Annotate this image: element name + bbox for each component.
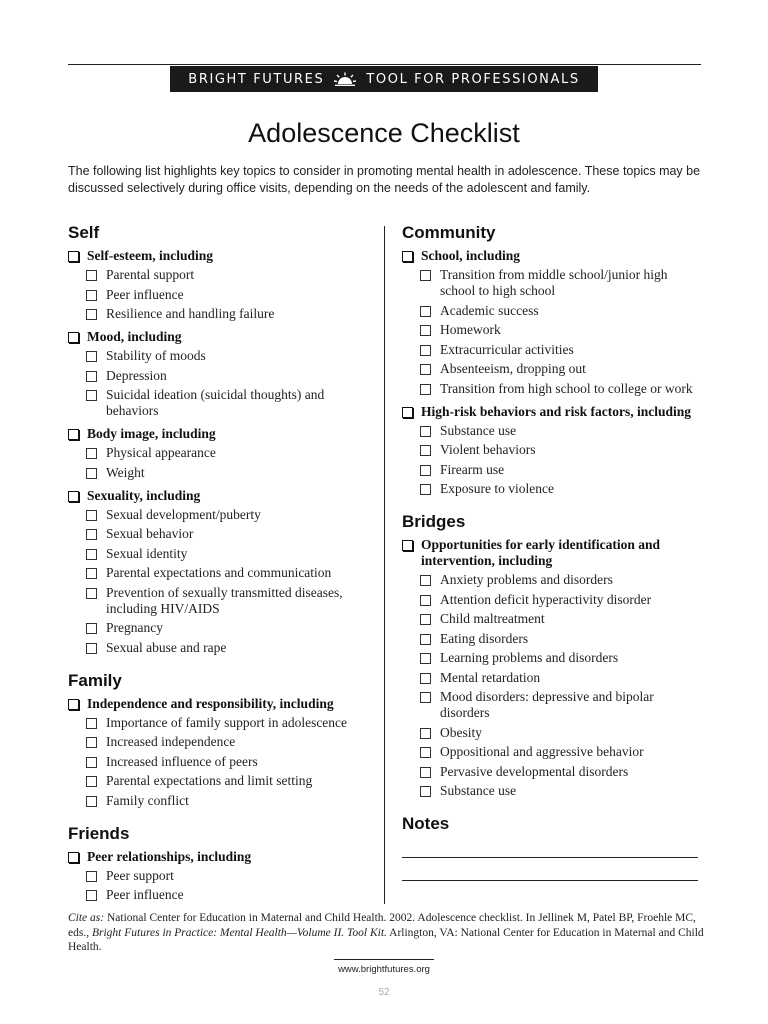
item-label: Peer influence	[106, 286, 184, 302]
checklist-items	[68, 507, 368, 656]
item-label: Mood disorders: depressive and bipolar disorders	[440, 689, 654, 720]
item-checkbox[interactable]	[86, 796, 97, 807]
item-checkbox[interactable]	[86, 371, 97, 382]
group-heading	[402, 404, 702, 420]
left-column	[68, 222, 368, 917]
top-rule	[68, 64, 701, 65]
page-title: Adolescence Checklist	[248, 118, 520, 148]
group-heading-text: School, including	[421, 248, 521, 263]
item-label: Learning problems and disorders	[440, 650, 619, 665]
checklist-item	[86, 868, 368, 884]
checklist-item	[420, 611, 702, 627]
footer-rule	[334, 959, 434, 960]
group-heading	[68, 849, 368, 865]
intro-text: The following list highlights key topics to consider in promoting mental health in adolescence. These topics may be discussed selectively during office visits, depending on the needs of the adolescent and family.	[68, 164, 701, 195]
item-label: Pervasive developmental disorders	[440, 763, 629, 779]
item-checkbox[interactable]	[86, 468, 97, 479]
citation-part1: National Center for Education in Maternal and Child Health. 2002. Adolescence checklist. In Jellinek M, Patel BP, Froehle MC, eds.,	[68, 912, 696, 939]
checklist-item	[420, 267, 702, 299]
notes-line[interactable]	[402, 857, 698, 858]
item-checkbox[interactable]	[420, 653, 431, 664]
checklist-item	[86, 546, 368, 562]
item-checkbox[interactable]	[86, 643, 97, 654]
item-label: Parental expectations and communication	[106, 565, 332, 580]
checklist-item	[420, 442, 702, 458]
item-checkbox[interactable]	[86, 737, 97, 748]
item-label: Firearm use	[440, 461, 505, 477]
item-label: Sexual abuse and rape	[106, 639, 227, 655]
item-checkbox[interactable]	[86, 510, 97, 521]
item-checkbox[interactable]	[86, 549, 97, 560]
checklist-item	[86, 306, 368, 322]
item-checkbox[interactable]	[420, 767, 431, 778]
item-label: Resilience and handling failure	[106, 306, 275, 321]
item-label: Eating disorders	[440, 630, 529, 646]
item-label: Academic success	[440, 302, 539, 318]
checklist-item	[86, 585, 368, 617]
item-checkbox[interactable]	[420, 465, 431, 476]
item-label: Stability of moods	[106, 348, 206, 363]
group-checkbox[interactable]	[68, 699, 79, 710]
checklist-item	[86, 368, 368, 384]
item-checkbox[interactable]	[420, 384, 431, 395]
item-label: Child maltreatment	[440, 611, 545, 626]
group-heading-text: Peer relationships, including	[87, 848, 252, 864]
notes-section	[402, 813, 702, 881]
checklist-item	[86, 267, 368, 283]
item-label: Family conflict	[106, 792, 189, 808]
group-heading-text: Body image, including	[87, 426, 216, 441]
item-checkbox[interactable]	[420, 728, 431, 739]
item-label: Pregnancy	[106, 620, 163, 635]
item-label: Transition from high school to college or work	[440, 380, 693, 396]
item-checkbox[interactable]	[86, 776, 97, 787]
checklist-item	[86, 507, 368, 523]
item-label: Oppositional and aggressive behavior	[440, 744, 644, 759]
banner-right-text: TOOL FOR PROFESSIONALS	[366, 71, 580, 87]
item-checkbox[interactable]	[86, 623, 97, 634]
group-heading-text: Sexuality, including	[87, 487, 201, 503]
item-label: Sexual identity	[106, 545, 188, 561]
checklist-group	[68, 248, 368, 322]
item-checkbox[interactable]	[420, 325, 431, 336]
item-checkbox[interactable]	[420, 634, 431, 645]
group-checkbox[interactable]	[68, 251, 79, 262]
citation	[68, 911, 708, 955]
checklist-items	[68, 267, 368, 322]
notes-title: Notes	[402, 814, 450, 833]
section-title: Family	[68, 670, 122, 690]
checklist-item	[86, 734, 368, 750]
item-label: Anxiety problems and disorders	[440, 572, 613, 587]
footer-url[interactable]: www.brightfutures.org	[338, 964, 430, 975]
item-label: Importance of family support in adolescence	[106, 714, 348, 730]
checklist-group	[402, 248, 702, 397]
checklist-item	[420, 783, 702, 799]
checklist-group	[68, 426, 368, 481]
checklist-item	[420, 764, 702, 780]
checklist-item	[86, 387, 368, 419]
item-checkbox[interactable]	[420, 673, 431, 684]
checklist-item	[420, 689, 702, 721]
item-label: Homework	[440, 322, 501, 337]
citation-part2: Arlington, VA: National Center for Education in Maternal and Child Health.	[68, 926, 704, 953]
section-family	[68, 670, 368, 809]
section-bridges	[402, 511, 702, 799]
group-heading	[68, 426, 368, 442]
group-heading-text: Opportunities for early identification and intervention, including	[421, 537, 661, 568]
checklist-items	[68, 868, 368, 904]
item-checkbox[interactable]	[86, 448, 97, 459]
checklist-item	[86, 640, 368, 656]
checklist-item	[420, 303, 702, 319]
checklist-item	[86, 348, 368, 364]
checklist-items	[402, 267, 702, 397]
item-checkbox[interactable]	[86, 568, 97, 579]
checklist-item	[420, 462, 702, 478]
item-checkbox[interactable]	[420, 747, 431, 758]
group-heading	[402, 537, 702, 569]
right-column	[402, 222, 702, 895]
section-title: Self	[68, 223, 100, 242]
section-title: Community	[402, 223, 496, 242]
item-label: Prevention of sexually transmitted diseases, including HIV/AIDS	[106, 584, 343, 616]
checklist-items	[68, 715, 368, 809]
banner-left-text: BRIGHT FUTURES	[188, 71, 325, 87]
checklist-item	[86, 565, 368, 581]
checklist-item	[86, 465, 368, 481]
item-checkbox[interactable]	[420, 270, 431, 281]
checklist-item	[420, 670, 702, 686]
item-checkbox[interactable]	[420, 445, 431, 456]
group-checkbox[interactable]	[402, 540, 413, 551]
section-self	[68, 222, 368, 656]
checklist-item	[420, 381, 702, 397]
group-heading	[68, 248, 368, 264]
item-label: Substance use	[440, 783, 517, 798]
item-checkbox[interactable]	[420, 595, 431, 606]
checklist-group	[402, 404, 702, 498]
item-label: Increased independence	[106, 734, 236, 749]
checklist-group	[68, 849, 368, 904]
sun-icon	[334, 72, 356, 86]
item-checkbox[interactable]	[420, 614, 431, 625]
group-heading-text: Mood, including	[87, 329, 182, 344]
item-checkbox[interactable]	[86, 718, 97, 729]
right-sections	[402, 222, 702, 799]
item-checkbox[interactable]	[420, 575, 431, 586]
group-checkbox[interactable]	[68, 852, 79, 863]
item-checkbox[interactable]	[420, 364, 431, 375]
item-label: Mental retardation	[440, 669, 541, 685]
citation-book: Bright Futures in Practice: Mental Health—Volume II. Tool Kit.	[91, 926, 387, 939]
item-checkbox[interactable]	[420, 306, 431, 317]
checklist-item	[86, 793, 368, 809]
checklist-item	[420, 361, 702, 377]
section-community	[402, 222, 702, 497]
checklist-item	[420, 481, 702, 497]
header-banner	[170, 66, 598, 92]
group-heading-text: Self-esteem, including	[87, 248, 213, 263]
checklist-item	[86, 754, 368, 770]
checklist-item	[420, 631, 702, 647]
item-checkbox[interactable]	[420, 345, 431, 356]
notes-line[interactable]	[402, 880, 698, 881]
item-checkbox[interactable]	[86, 270, 97, 281]
checklist-item	[420, 650, 702, 666]
section-title: Friends	[68, 823, 130, 843]
checklist-item	[86, 445, 368, 461]
item-label: Violent behaviors	[440, 442, 536, 457]
item-label: Exposure to violence	[440, 481, 554, 496]
item-checkbox[interactable]	[420, 484, 431, 495]
group-checkbox[interactable]	[68, 332, 79, 343]
item-checkbox[interactable]	[86, 871, 97, 882]
item-checkbox[interactable]	[420, 786, 431, 797]
checklist-group	[68, 696, 368, 809]
checklist-item	[86, 773, 368, 789]
group-checkbox[interactable]	[402, 407, 413, 418]
group-heading	[402, 248, 702, 264]
item-checkbox[interactable]	[86, 588, 97, 599]
section-title: Bridges	[402, 512, 466, 531]
item-label: Attention deficit hyperactivity disorder	[440, 591, 652, 607]
section-friends	[68, 823, 368, 904]
checklist-item	[86, 715, 368, 731]
column-divider	[384, 226, 385, 904]
item-label: Extracurricular activities	[440, 341, 574, 357]
item-label: Peer support	[106, 867, 174, 883]
item-label: Parental support	[106, 267, 195, 282]
checklist-group	[402, 537, 702, 799]
checklist-item	[420, 322, 702, 338]
checklist-group	[68, 488, 368, 656]
group-heading	[68, 696, 368, 712]
item-checkbox[interactable]	[420, 692, 431, 703]
group-heading-text: High-risk behaviors and risk factors, including	[421, 403, 692, 419]
item-label: Absenteeism, dropping out	[440, 361, 586, 376]
item-label: Suicidal ideation (suicidal thoughts) and behaviors	[106, 387, 325, 418]
item-label: Weight	[106, 464, 145, 480]
item-label: Parental expectations and limit setting	[106, 773, 313, 788]
item-checkbox[interactable]	[86, 529, 97, 540]
group-checkbox[interactable]	[402, 251, 413, 262]
group-checkbox[interactable]	[68, 491, 79, 502]
checklist-items	[68, 445, 368, 481]
item-label: Sexual development/puberty	[106, 506, 261, 522]
checklist-item	[420, 342, 702, 358]
checklist-item	[86, 887, 368, 903]
item-checkbox[interactable]	[86, 290, 97, 301]
checklist-item	[420, 744, 702, 760]
item-label: Increased influence of peers	[106, 753, 258, 769]
checklist-items	[68, 348, 368, 419]
group-heading	[68, 488, 368, 504]
page-number: 52	[378, 987, 390, 998]
notes-lines	[402, 857, 702, 881]
checklist-item	[86, 287, 368, 303]
item-label: Depression	[106, 367, 167, 383]
item-label: Obesity	[440, 724, 482, 740]
item-checkbox[interactable]	[86, 890, 97, 901]
item-label: Sexual behavior	[106, 526, 194, 541]
item-label: Physical appearance	[106, 445, 216, 460]
checklist-group	[68, 329, 368, 419]
checklist-items	[402, 572, 702, 799]
checklist-item	[420, 572, 702, 588]
item-checkbox[interactable]	[86, 757, 97, 768]
checklist-item	[420, 592, 702, 608]
group-heading	[68, 329, 368, 345]
checklist-item	[86, 620, 368, 636]
checklist-item	[420, 725, 702, 741]
item-checkbox[interactable]	[86, 309, 97, 320]
item-checkbox[interactable]	[420, 426, 431, 437]
citation-lead: Cite as:	[68, 912, 105, 924]
group-heading-text: Independence and responsibility, including	[87, 695, 334, 711]
item-label: Peer influence	[106, 887, 184, 902]
group-checkbox[interactable]	[68, 429, 79, 440]
checklist-item	[86, 526, 368, 542]
checklist-item	[420, 423, 702, 439]
item-checkbox[interactable]	[86, 390, 97, 401]
item-checkbox[interactable]	[86, 351, 97, 362]
checklist-items	[402, 423, 702, 498]
item-label: Transition from middle school/junior high school to high school	[440, 267, 668, 298]
item-label: Substance use	[440, 422, 517, 438]
